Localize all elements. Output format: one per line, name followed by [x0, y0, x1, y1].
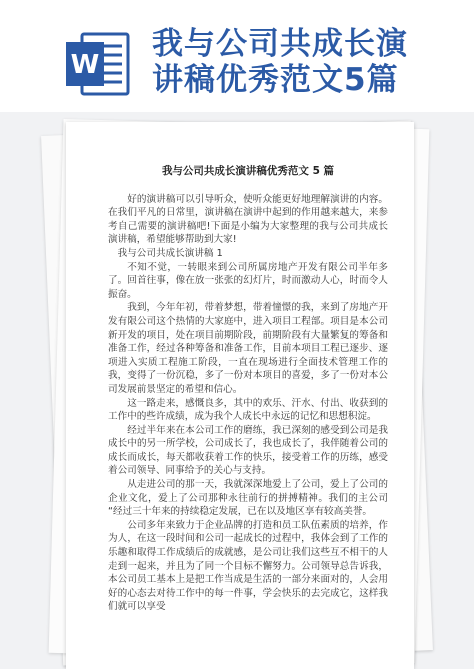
banner-title-line2: 讲稿优秀范文5篇 [152, 62, 399, 98]
paragraph: 不知不觉，一转眼来到公司所属房地产开发有限公司半年多了。回首往事，像在放一张张的幻灯片，时而激动人心，时而令人振奋。 [108, 261, 388, 300]
section-heading: 我与公司共成长演讲稿 1 [117, 247, 223, 259]
banner-title [152, 26, 468, 98]
document-title: 我与公司共成长演讲稿优秀范文 5 篇 [161, 165, 335, 177]
paragraph: 公司多年来致力于企业品牌的打造和员工队伍素质的培养，作为人，在这一段时间和公司一起成长的过程中，我体会到了工作的乐趣和取得工作成绩后的成就感，是公司让我们这些互不相干的人走到一起来，并且为了同一个目标不懈努力。公司领导总告诉我，本公司员工基本上是把工作当成是生活的一部分来面对的，人会用好的心态去对待工作中的每一件事，学会快乐的去完成它，这样我们就可以享受 [108, 519, 388, 613]
paragraph: 经过半年来在本公司工作的磨练，我已深刻的感受到公司是我成长中的另一所学校，公司成长了，我也成长了，我伴随着公司的成长而成长，每天都收获着工作的快乐，接受着工作的历练，感受着公司领导、同事给予的关心与支持。 [108, 424, 388, 477]
banner-title-line1: 我与公司共成长演 [152, 26, 408, 62]
word-doc-icon [62, 28, 134, 100]
paragraph: 我到，今年年初，带着梦想，带着憧憬的我，来到了房地产开发有限公司这个热情的大家庭中，进入项目工程部。项目是本公司新开发的项目，处在项目前期阶段，前期阶段有大量繁复的筹备和准备工作，经过各种筹备和准备工作，目前本项目工程已逐步、逐项进入实质工程施工阶段，一直在现场进行全面技术管理工作的我，变得了一份沉稳，多了一份对本项目的喜爱，多了一份对本公司发展前景坚定的希望和信心。 [108, 302, 388, 395]
paragraph: 这一路走来，感慨良多，其中的欢乐、汗水、付出、收获到的工作中的些许成绩，成为我个人成长中永远的记忆和思想积淀。 [108, 397, 388, 423]
document-body [108, 165, 388, 614]
paragraph: 从走进公司的那一天，我就深深地爱上了公司，爱上了公司的企业文化，爱上了公司那种永往前行的拼搏精神。我们的主公司 “经过三十年来的持续稳定发展，已在以及地区享有较高美誉。 [108, 479, 388, 518]
word-icon-letter: W [70, 50, 100, 80]
paragraph: 好的演讲稿可以引导听众，使听众能更好地理解演讲的内容。在我们平凡的日常里，演讲稿在演讲中起到的作用越来越大，来参考自己需要的演讲稿吧!下面是小编为大家整理的我与公司共成长演讲稿，希望能够帮助到大家! [108, 193, 388, 246]
banner [0, 0, 474, 118]
